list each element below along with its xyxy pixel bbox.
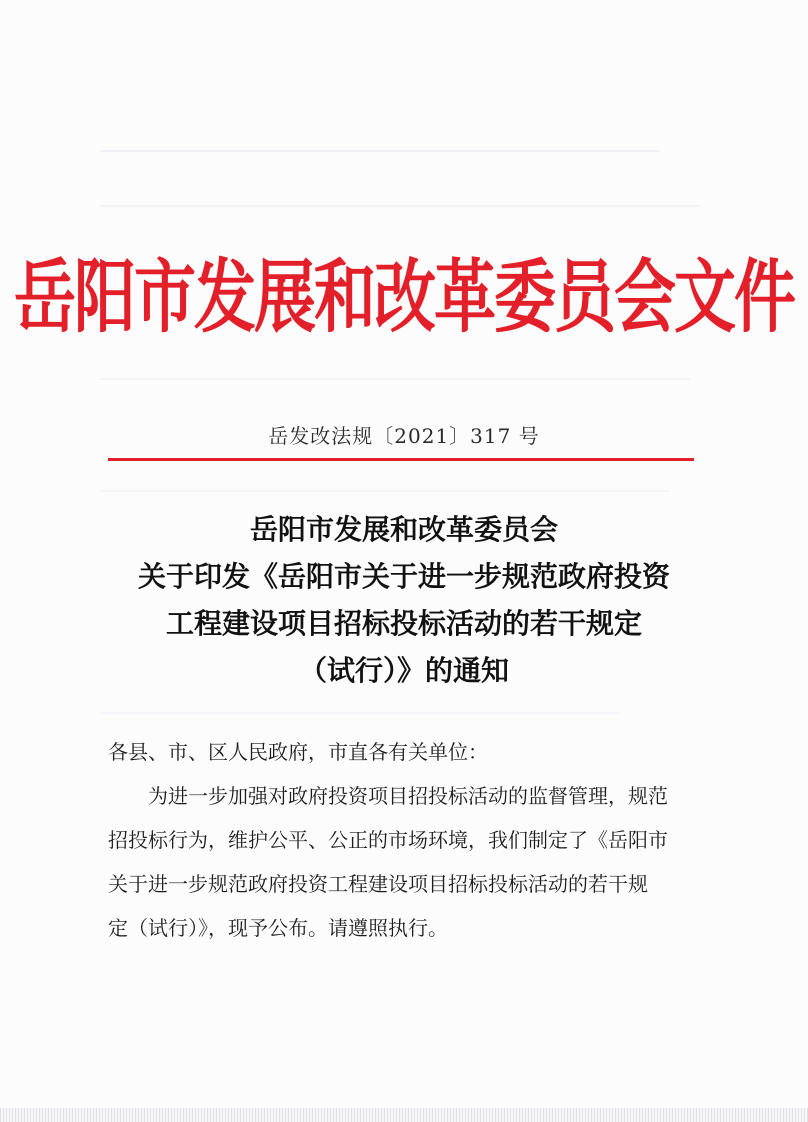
notice-title (60, 506, 748, 694)
title-line: 关于印发《岳阳市关于进一步规范政府投资 (137, 560, 670, 593)
paragraph-line: 招投标行为，维护公平、公正的市场环境，我们制定了《岳阳市 (108, 828, 668, 852)
scan-texture (100, 490, 670, 492)
scan-texture (100, 150, 660, 152)
title-line: 岳阳市发展和改革委员会 (249, 513, 558, 546)
paragraph-line: 关于进一步规范政府投资工程建设项目招标投标活动的若干规 (108, 872, 648, 896)
scan-texture (100, 378, 690, 380)
paragraph-line: 为进一步加强对政府投资项目招投标活动的监督管理，规范 (148, 784, 668, 808)
red-divider (108, 458, 694, 461)
salutation: 各县、市、区人民政府，市直各有关单位： (108, 740, 488, 764)
title-line: 工程建设项目招标投标活动的若干规定 (165, 607, 642, 640)
scan-texture (100, 712, 620, 714)
body-paragraph (108, 774, 708, 950)
title-line: （试行）》的通知 (298, 654, 509, 687)
masthead-title: 岳阳市发展和改革委员会文件 (13, 250, 794, 344)
scan-edge (0, 1108, 808, 1122)
document-number: 岳发改法规〔2021〕317 号 (268, 424, 540, 448)
paragraph-line: 定（试行）》，现予公布。请遵照执行。 (108, 916, 448, 940)
notice-body (108, 730, 708, 950)
scan-texture (100, 205, 700, 207)
